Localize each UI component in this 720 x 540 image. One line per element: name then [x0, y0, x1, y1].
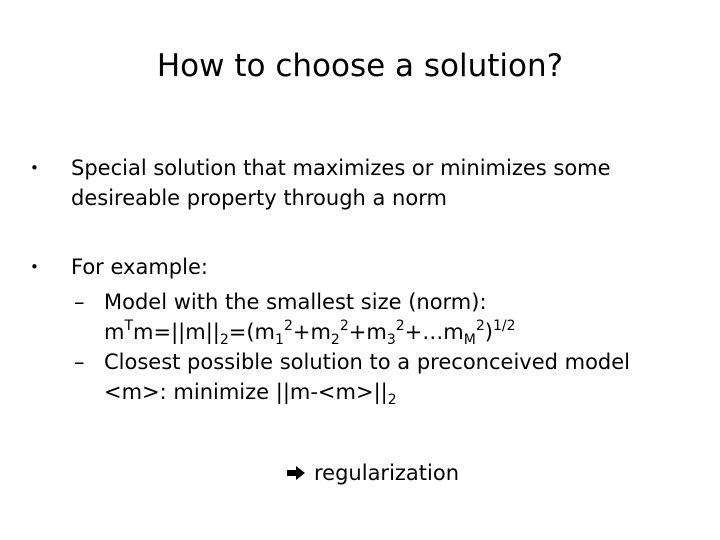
minimize-formula: <m>: minimize $||m-<m>||_2$ — [104, 380, 397, 408]
bullet-text-line: desireable property through a norm — [71, 186, 447, 210]
sub-item-text-line: Model with the smallest size (norm): — [104, 290, 487, 314]
conclusion-text: regularization — [314, 461, 460, 485]
bullet-marker: • — [30, 159, 39, 177]
bullet-text-line: Special solution that maximizes or minimizes some — [71, 156, 611, 180]
conclusion-line — [286, 458, 459, 488]
bullet-text-line: For example: — [71, 255, 208, 279]
slide-title: How to choose a solution? — [156, 48, 564, 84]
right-arrow-icon — [286, 465, 306, 481]
bullet-marker: • — [30, 258, 39, 276]
sub-item-marker: – — [74, 290, 85, 314]
sub-item-marker: – — [74, 350, 85, 374]
norm-formula: $m^Tm=||m||_2=(m_1^2+m_2^2+m_3^2+\dots m_M^2)^{1/2}$ — [104, 318, 516, 348]
sub-item-text-line: Closest possible solution to a preconceived model — [104, 350, 631, 374]
